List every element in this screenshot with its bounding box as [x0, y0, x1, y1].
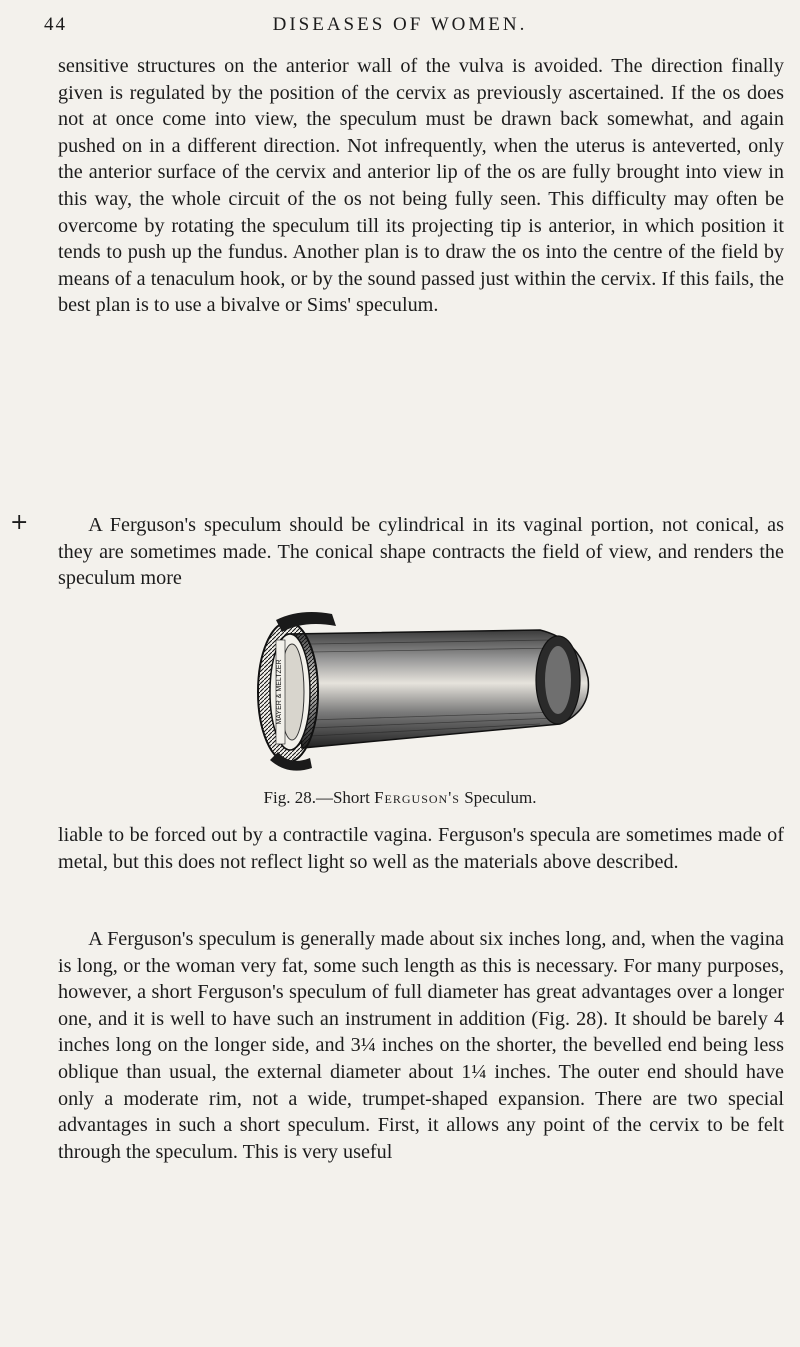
caption-name: Ferguson's	[374, 788, 460, 807]
figure-caption	[0, 788, 800, 808]
page-header	[44, 14, 756, 42]
running-title: DISEASES OF WOMEN.	[272, 14, 528, 35]
figure-short-ferguson-speculum	[240, 600, 600, 780]
page-number: 44	[44, 14, 67, 35]
caption-prefix: Fig. 28.—Short	[263, 788, 375, 807]
paragraph-ferguson-length: A Ferguson's speculum is generally made about six inches long, and, when the vagina is long, or the woman very fat, some such length as this is necessary. For many purposes, however, a short Ferguson's speculum of full diameter has great advantages over a longer one, and it is well to have such an instrument in addition (Fig. 28). It should be barely 4 inches long on the longer side, and 3¼ inches on the shorter, the bevelled end being less oblique than usual, the external diameter about 1¼ inches. The outer end should have only a moderate rim, not a wide, trumpet-shaped expansion. There are two special advantages in such a short speculum. First, it allows any point of the cervix to be felt through the speculum. This is very useful	[58, 928, 784, 1163]
paragraph-ferguson-cylindrical: A Ferguson's speculum should be cylindrical in its vaginal portion, not conical, as they are sometimes made. The conical shape contracts the field of view, and renders the speculum more	[58, 514, 784, 590]
speculum-illustration	[240, 600, 600, 780]
paragraph-ferguson-materials: liable to be forced out by a contractile vagina. Ferguson's specula are sometimes made of metal, but this does not reflect light so well as the materials above described.	[58, 824, 784, 873]
caption-suffix: Speculum.	[459, 788, 537, 807]
maker-mark: MAYER & MELTZER	[276, 659, 283, 725]
paragraph-speculum-direction: sensitive structures on the anterior wall of the vulva is avoided. The direction finally given is regulated by the position of the cervix as previously ascertained. If the os does not at once come into view, the speculum must be drawn back somewhat, and again pushed on in a different direction. Not infrequently, when the uterus is anteverted, only the anterior surface of the cervix and anterior lip of the os are fully brought into view in this way, the whole circuit of the os not being fully seen. This difficulty may often be overcome by rotating the speculum till its projecting tip is anterior, in which position it tends to push up the fundus. Another plan is to draw the os into the centre of the field by means of a tenaculum hook, or by the sound passed just within the cervix. If this fails, the best plan is to use a bivalve or Sims' speculum.	[58, 55, 784, 317]
margin-annotation: +	[10, 510, 29, 535]
